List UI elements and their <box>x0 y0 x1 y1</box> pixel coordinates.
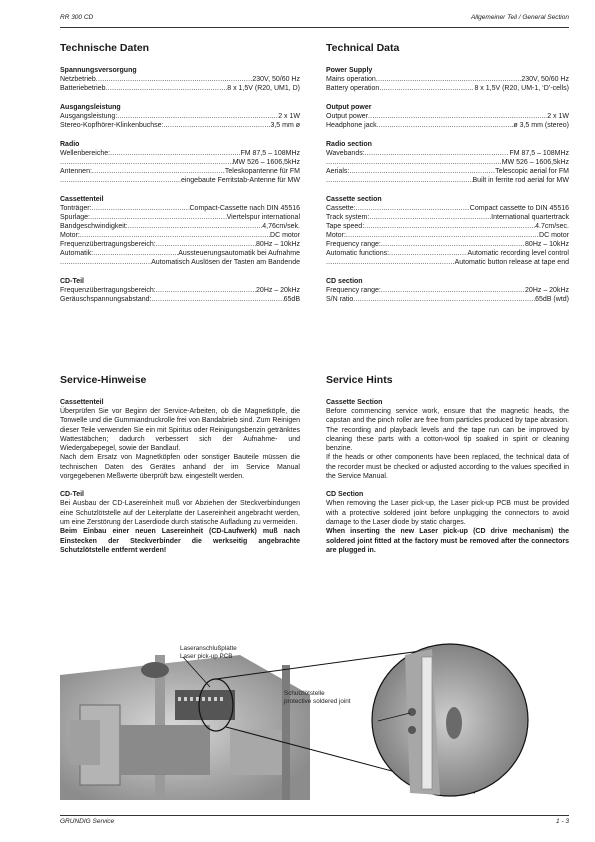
spec-value: Compact cassette to DIN 45516 <box>469 205 569 212</box>
spec-row <box>60 112 300 121</box>
spec-value: MW 526 – 1606,5kHz <box>232 159 300 166</box>
spec-row <box>326 240 569 249</box>
spec-value: Compact-Cassette nach DIN 45516 <box>189 205 300 212</box>
spec-row <box>326 258 569 267</box>
spec-label: Frequency range: <box>326 241 381 248</box>
leader-dots <box>356 204 470 213</box>
spec-row <box>326 158 569 167</box>
spec-value: 4.7cm/sec. <box>535 223 569 230</box>
spec-row <box>60 158 300 167</box>
leader-dots <box>381 240 525 249</box>
spec-value: 8 x 1,5V (R20, UM-1, ‘D’-cells) <box>474 85 569 92</box>
warning-paragraph: Beim Einbau einer neuen Lasereinheit (CD-Laufwerk) muß nach Einstecken der Steckverbinder die werkseitig angebrachte Schutzlötstelle entfernt werden! <box>60 528 300 554</box>
spec-value: 80Hz – 10kHz <box>256 241 300 248</box>
leader-dots <box>156 286 256 295</box>
leader-dots <box>92 204 190 213</box>
spec-value: Automatisch Auslösen der Tasten am Bandende <box>151 259 300 266</box>
spec-section-heading: Spannungsversorgung <box>60 67 137 74</box>
de-service-blocks <box>60 398 300 555</box>
leader-dots <box>128 222 263 231</box>
de-service-title: Service-Hinweise <box>60 374 147 386</box>
en-tech-sections <box>326 66 569 304</box>
spec-value: MW 526 – 1606,5kHz <box>501 159 569 166</box>
header-rule <box>60 27 569 28</box>
spec-row <box>60 231 300 240</box>
spec-section-heading: Cassette section <box>326 196 382 203</box>
body-paragraph: When removing the Laser pick-up, the Laser pick-up PCB must be provided with a protective soldered joint before unplugging the connectors to avoid damage to the Laser diode by static charges. <box>326 500 569 526</box>
page-number: 1 - 3 <box>555 818 569 825</box>
spec-value: 65dB (wtd) <box>535 296 569 303</box>
spec-section <box>60 277 300 304</box>
en-tech-column <box>326 42 569 314</box>
leader-dots <box>93 249 178 258</box>
body-paragraph: If the heads or other components have been replaced, the technical data of the recorder must be checked or adjusted according to the values specified in the Service Manual. <box>326 454 569 481</box>
spec-section-heading: Ausgangsleistung <box>60 104 121 111</box>
spec-value: Viertelspur international <box>226 214 300 221</box>
spec-row <box>60 121 300 130</box>
spec-row <box>60 176 300 185</box>
spec-row <box>326 149 569 158</box>
header-section: Allgemeiner Teil / General Section <box>470 14 569 21</box>
leader-dots <box>346 231 539 240</box>
spec-value: eingebaute Ferritstab-Antenne für MW <box>180 177 300 184</box>
spec-value: FM 87,5 – 108MHz <box>509 150 569 157</box>
de-tech-column <box>60 42 300 314</box>
spec-value: DC motor <box>539 232 569 239</box>
spec-label: Stereo-Kopfhörer-Klinkenbuchse: <box>60 122 164 129</box>
leader-dots <box>110 149 240 158</box>
leader-dots <box>376 75 522 84</box>
spec-value: DC motor <box>270 232 300 239</box>
spec-label: Battery operation <box>326 85 380 92</box>
leader-dots <box>349 167 495 176</box>
pcb-label <box>180 645 237 660</box>
de-tech-sections <box>60 66 300 304</box>
spec-label: Frequency range: <box>326 287 381 294</box>
page-header <box>60 14 569 26</box>
spec-label: Bandgeschwindigkeit: <box>60 223 128 230</box>
spec-value: 20Hz – 20kHz <box>525 287 569 294</box>
leader-dots <box>156 240 256 249</box>
body-paragraph: Überprüfen Sie vor Beginn der Service-Arbeiten, ob die Magnetköpfe, die Tonwelle und die Gummiandruckrolle frei von Bandabrieb sind. Zum Reinigen dieser Teile verwenden Sie ein mit Spiritus oder Reinigungsbenzin getränktes Wattestäbchen; dadurch verbessert sich der Aufnahme- und Wiedergabepegel, sowie der Bandlauf. <box>60 408 300 453</box>
spec-label: Batteriebetrieb <box>60 85 106 92</box>
spec-section <box>326 140 569 185</box>
spec-label: Output power <box>326 113 369 120</box>
leader-dots <box>326 158 502 167</box>
spec-value: Aussteuerungsautomatik bei Aufnahme <box>178 250 300 257</box>
spec-section <box>60 103 300 130</box>
spec-value: 2 x 1W <box>547 113 569 120</box>
leader-dots <box>92 167 225 176</box>
service-block <box>60 398 300 481</box>
pcb-label-de: Laseranschlußplatte <box>180 645 237 652</box>
spec-row <box>326 249 569 258</box>
spec-label: Headphone jack <box>326 122 377 129</box>
joint-label-de: Schutzlötstelle <box>284 690 325 697</box>
spec-value: 80Hz – 10kHz <box>525 241 569 248</box>
spec-value: 8 x 1,5V (R20, UM1, D) <box>227 85 300 92</box>
spec-row <box>326 176 569 185</box>
leader-dots <box>353 295 535 304</box>
body-paragraph: Before commencing service work, ensure that the magnetic heads, the capstan and the pinch roller are free from particles produced by tape abrasion. The recording and playback levels and the tape run can be improved by cleaning these parts with a cotton-wool tip soaked in spirit or cleaning benzine. <box>326 408 569 453</box>
spec-label: Antennen: <box>60 168 92 175</box>
spec-row <box>326 222 569 231</box>
spec-label: Aerials: <box>326 168 350 175</box>
spec-value: 2 x 1W <box>278 113 300 120</box>
spec-value: ø 3,5 mm (stereo) <box>513 122 569 129</box>
leader-dots <box>80 231 270 240</box>
spec-value: 230V, 50/60 Hz <box>252 76 300 83</box>
service-block-heading: CD Section <box>326 491 364 499</box>
spec-label: Frequenzübertragungsbereich: <box>60 287 156 294</box>
spec-value: Teleskopantenne für FM <box>224 168 300 175</box>
spec-row <box>60 75 300 84</box>
spec-label: Wellenbereiche: <box>60 150 111 157</box>
header-model: RR 300 CD <box>60 14 94 21</box>
leader-dots <box>365 149 510 158</box>
spec-row <box>60 84 300 93</box>
pcb-label-en: Laser pick-up PCB <box>180 652 233 660</box>
spec-section <box>326 277 569 304</box>
spec-label: Tonträger: <box>60 205 92 212</box>
leader-dots <box>106 84 228 93</box>
spec-label: Geräuschspannungsabstand: <box>60 296 152 303</box>
spec-row <box>60 149 300 158</box>
spec-label: Ausgangsleistung: <box>60 113 118 120</box>
spec-row <box>326 295 569 304</box>
en-service-column <box>326 374 569 564</box>
spec-label: Automatic functions: <box>326 250 390 257</box>
leader-dots <box>379 84 474 93</box>
laser-pcb-figure <box>60 635 569 800</box>
service-block <box>326 490 569 555</box>
spec-label: Mains operation <box>326 76 376 83</box>
leader-dots <box>164 121 271 130</box>
leader-dots <box>90 213 227 222</box>
spec-value: Built in ferrite rod aerial for MW <box>472 177 569 184</box>
spec-row <box>326 286 569 295</box>
spec-value: Telescopic aerial for FM <box>495 168 569 175</box>
spec-row <box>326 204 569 213</box>
spec-label: Motor: <box>326 232 346 239</box>
service-block-heading: Cassettenteil <box>60 399 104 406</box>
spec-row <box>326 75 569 84</box>
spec-value: 20Hz – 20kHz <box>256 287 300 294</box>
body-paragraph: Nach dem Ersatz von Magnetköpfen oder sonstiger Bauteile müssen die technischen Daten des Gerätes anhand der im Service Manual vorgegebenen Meßwerte überprüft bzw. eingestellt werden. <box>60 454 300 481</box>
spec-section <box>60 140 300 185</box>
leader-dots <box>151 295 283 304</box>
en-service-title: Service Hints <box>326 374 393 386</box>
spec-label: Frequenzübertragungsbereich: <box>60 241 156 248</box>
spec-value: 3,5 mm ø <box>270 122 300 129</box>
en-tech-title: Technical Data <box>326 42 400 54</box>
spec-row <box>326 167 569 176</box>
warning-paragraph: When inserting the new Laser pick-up (CD drive mechanism) the soldered joint fitted at the factory must be removed after the connectors are plugged in. <box>326 528 569 554</box>
leader-dots <box>326 176 473 185</box>
spec-section-heading: Radio <box>60 141 80 148</box>
leader-dots <box>377 121 514 130</box>
leader-dots <box>60 176 181 185</box>
spec-section <box>326 66 569 93</box>
spec-label: Automatik: <box>60 250 94 257</box>
leader-dots <box>381 286 525 295</box>
spec-section-heading: CD-Teil <box>60 278 84 285</box>
de-service-column <box>60 374 300 564</box>
spec-row <box>60 258 300 267</box>
spec-label: Wavebands: <box>326 150 365 157</box>
leader-dots <box>326 258 455 267</box>
spec-row <box>326 213 569 222</box>
service-block-heading: Cassette Section <box>326 399 383 406</box>
spec-label: Spurlage: <box>60 214 90 221</box>
service-block <box>60 490 300 555</box>
en-service-blocks <box>326 398 569 555</box>
leader-dots <box>96 75 253 84</box>
leader-dots <box>117 112 278 121</box>
spec-value: Automatic recording level control <box>467 250 569 257</box>
spec-row <box>60 286 300 295</box>
service-block <box>326 398 569 481</box>
spec-row <box>326 121 569 130</box>
leader-dots <box>60 258 151 267</box>
spec-label: S/N ratio <box>326 296 354 303</box>
spec-label: Motor: <box>60 232 80 239</box>
spec-section-heading: Power Supply <box>326 67 373 74</box>
spec-value: FM 87,5 – 108MHz <box>240 150 300 157</box>
spec-section-heading: Output power <box>326 104 372 111</box>
spec-row <box>60 249 300 258</box>
spec-section <box>326 195 569 267</box>
spec-row <box>60 204 300 213</box>
spec-section <box>326 103 569 130</box>
spec-row <box>326 112 569 121</box>
de-tech-title: Technische Daten <box>60 42 150 54</box>
spec-value: International quartertrack <box>491 214 569 221</box>
spec-row <box>60 167 300 176</box>
spec-section <box>60 195 300 267</box>
spec-label: Netzbetrieb <box>60 76 96 83</box>
spec-label: Tape speed: <box>326 223 365 230</box>
spec-value: 230V, 50/60 Hz <box>521 76 569 83</box>
spec-row <box>60 240 300 249</box>
footer-rule <box>60 815 569 816</box>
spec-value: 65dB <box>283 296 300 303</box>
spec-section-heading: CD section <box>326 278 363 285</box>
spec-value: 4,76cm/sek. <box>262 223 300 230</box>
spec-section-heading: Radio section <box>326 141 372 148</box>
service-block-heading: CD-Teil <box>60 491 84 499</box>
spec-label: Cassette: <box>326 205 356 212</box>
spec-value: Automatic button release at tape end <box>454 259 569 266</box>
laser-pcb-photo <box>60 635 569 800</box>
spec-row <box>60 222 300 231</box>
spec-section-heading: Cassettenteil <box>60 196 104 203</box>
spec-section <box>60 66 300 93</box>
leader-dots <box>364 222 535 231</box>
spec-row <box>326 84 569 93</box>
leader-dots <box>60 158 233 167</box>
joint-label <box>284 690 351 705</box>
leader-dots <box>369 213 491 222</box>
spec-row <box>326 231 569 240</box>
leader-dots <box>389 249 467 258</box>
body-paragraph: Bei Ausbau der CD-Lasereinheit muß vor Abziehen der Steckverbindungen eine Schutzlötstelle auf der Leiterplatte der Lasereinheit angebracht werden, um eine Zerstörung der Laserdiode durch statische Aufladung zu vermeiden. <box>60 500 300 526</box>
spec-row <box>60 213 300 222</box>
footer-brand: GRUNDIG Service <box>60 818 115 825</box>
joint-label-en: protective soldered joint <box>284 697 351 705</box>
spec-row <box>60 295 300 304</box>
spec-label: Track system: <box>326 214 370 221</box>
leader-dots <box>368 112 547 121</box>
